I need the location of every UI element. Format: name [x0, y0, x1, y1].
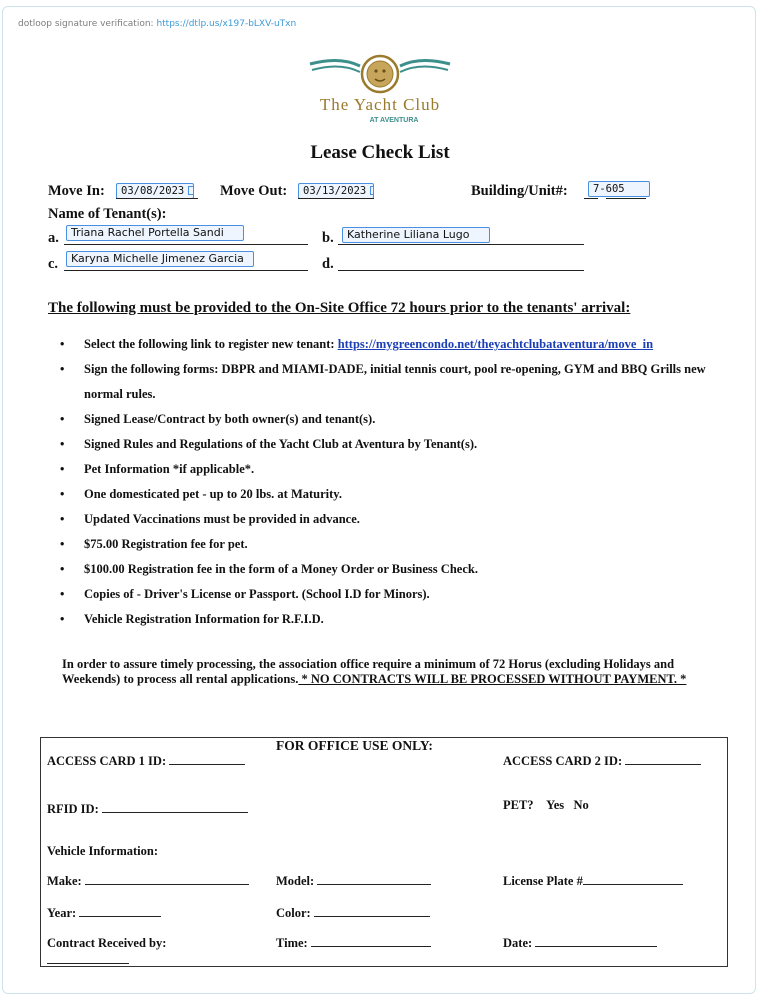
- list-item-text: Sign the following forms: DBPR and MIAMI-DADE, initial tennis court, pool re-opening, GYM and BBQ Grills new normal rules.: [84, 362, 706, 401]
- bullet: •: [60, 337, 65, 351]
- yacht-club-logo: [290, 52, 470, 128]
- bullet: •: [60, 437, 65, 451]
- tenant-d-line: [338, 270, 584, 271]
- office-use-title: FOR OFFICE USE ONLY:: [276, 738, 433, 753]
- date-label: Date:: [503, 936, 533, 950]
- color-label: Color:: [276, 906, 311, 920]
- move-in-value: 03/08/2023: [121, 185, 185, 197]
- license-plate-label: License Plate #: [503, 874, 583, 888]
- list-item-text: Updated Vaccinations must be provided in advance.: [84, 512, 360, 526]
- list-item-text: Copies of - Driver's License or Passport. (School I.D for Minors).: [84, 587, 430, 601]
- list-item-text: $75.00 Registration fee for pet.: [84, 537, 248, 551]
- access-card-2-label: ACCESS CARD 2 ID:: [503, 754, 623, 768]
- move-in-date-field[interactable]: [116, 183, 194, 199]
- move-in-label: Move In:: [48, 183, 105, 199]
- time-field: [276, 936, 431, 951]
- move-out-label: Move Out:: [220, 183, 288, 199]
- bullet: •: [60, 587, 65, 601]
- license-plate-line: [583, 874, 683, 885]
- color-field: [276, 906, 430, 921]
- contract-received-label: Contract Received by:: [47, 936, 167, 950]
- make-label: Make:: [47, 874, 82, 888]
- requirements-list: [60, 332, 740, 632]
- building-underline-b: [606, 198, 646, 199]
- signature-verification: [18, 19, 296, 29]
- access-card-1-field: [47, 754, 245, 769]
- building-unit-field[interactable]: 7-605: [588, 181, 650, 197]
- access-card-2-field: [503, 754, 701, 769]
- bullet: •: [60, 362, 65, 376]
- tenant-b-line: [338, 244, 584, 245]
- list-item: [60, 482, 740, 507]
- tenant-b-field[interactable]: Katherine Liliana Lugo: [342, 227, 490, 243]
- date-field: [503, 936, 657, 951]
- verification-link[interactable]: https://dtlp.us/x197-bLXV-uTxn: [156, 19, 297, 29]
- make-field: [47, 874, 249, 889]
- year-field: [47, 906, 161, 921]
- bullet: •: [60, 487, 65, 501]
- vehicle-info-label: Vehicle Information:: [47, 844, 158, 858]
- access-card-2-line: [625, 754, 701, 765]
- list-item-text: $100.00 Registration fee in the form of a Money Order or Business Check.: [84, 562, 478, 576]
- tenant-d-letter: d.: [322, 256, 334, 272]
- contract-received-line: [47, 963, 129, 964]
- tenant-b-letter: b.: [322, 230, 334, 246]
- rfid-line: [102, 802, 248, 813]
- rfid-field: [47, 802, 248, 817]
- payment-warning: * NO CONTRACTS WILL BE PROCESSED WITHOUT PAYMENT. *: [298, 672, 687, 686]
- bullet: •: [60, 512, 65, 526]
- list-item: [60, 332, 740, 357]
- pet-label: PET?: [503, 798, 534, 812]
- year-line: [79, 906, 161, 917]
- tenant-c-field[interactable]: Karyna Michelle Jimenez Garcia: [66, 251, 254, 267]
- tenant-a-letter: a.: [48, 230, 59, 246]
- processing-note-text: In order to assure timely processing, the association office require a minimum of 72 Horus (excluding Holidays and Weekends) to process all rental applications.: [62, 657, 675, 686]
- bullet: •: [60, 537, 65, 551]
- year-label: Year:: [47, 906, 77, 920]
- list-item: [60, 357, 740, 407]
- bullet: •: [60, 462, 65, 476]
- document-title: Lease Check List: [310, 142, 450, 163]
- list-item: [60, 557, 740, 582]
- tenant-c-line: [64, 270, 308, 271]
- register-tenant-link[interactable]: https://mygreencondo.net/theyachtclubataventura/move_in: [337, 337, 654, 351]
- list-item: [60, 407, 740, 432]
- list-item-text: Pet Information *if applicable*.: [84, 462, 255, 476]
- tenant-a-field[interactable]: Triana Rachel Portella Sandi: [66, 225, 244, 241]
- bullet: •: [60, 562, 65, 576]
- license-plate-field: [503, 874, 683, 889]
- tenant-names-label: Name of Tenant(s):: [48, 206, 167, 222]
- access-card-1-label: ACCESS CARD 1 ID:: [47, 754, 167, 768]
- model-line: [317, 874, 431, 885]
- list-item: [60, 432, 740, 457]
- list-item: [60, 507, 740, 532]
- list-item-text: Vehicle Registration Information for R.F.I.D.: [84, 612, 324, 626]
- list-item: [60, 457, 740, 482]
- model-label: Model:: [276, 874, 315, 888]
- building-underline-a: [584, 198, 598, 199]
- calendar-icon: [188, 186, 194, 195]
- list-item: [60, 582, 740, 607]
- building-unit-label: Building/Unit#:: [471, 183, 568, 199]
- processing-note: [62, 657, 722, 687]
- move-out-underline: [298, 198, 374, 199]
- bullet: •: [60, 412, 65, 426]
- color-line: [314, 906, 430, 917]
- move-in-underline: [116, 198, 198, 199]
- logo-text-line1: The Yacht Club: [319, 95, 441, 114]
- list-item: [60, 532, 740, 557]
- calendar-icon: [370, 186, 374, 195]
- requirements-heading: The following must be provided to the On-Site Office 72 hours prior to the tenants' arrival:: [48, 300, 631, 316]
- access-card-1-line: [169, 754, 245, 765]
- time-label: Time:: [276, 936, 308, 950]
- list-item-text: One domesticated pet - up to 20 lbs. at Maturity.: [84, 487, 342, 501]
- move-out-date-field[interactable]: [298, 183, 374, 199]
- rfid-label: RFID ID:: [47, 802, 99, 816]
- bullet: •: [60, 612, 65, 626]
- time-line: [311, 936, 431, 947]
- office-use-box: [40, 737, 728, 967]
- model-field: [276, 874, 431, 889]
- pet-no: No: [573, 798, 589, 812]
- list-item-text: Signed Rules and Regulations of the Yacht Club at Aventura by Tenant(s).: [84, 437, 478, 451]
- register-link-intro: Select the following link to register new tenant:: [84, 337, 335, 351]
- date-line: [535, 936, 657, 947]
- move-out-value: 03/13/2023: [303, 185, 367, 197]
- logo-text-line2: AT AVENTURA: [369, 117, 419, 124]
- pet-yes: Yes: [546, 798, 565, 812]
- tenant-c-letter: c.: [48, 256, 59, 272]
- make-line: [85, 874, 249, 885]
- tenant-a-line: [64, 244, 308, 245]
- list-item-text: Signed Lease/Contract by both owner(s) and tenant(s).: [84, 412, 376, 426]
- pet-field: [503, 798, 589, 813]
- verification-label: dotloop signature verification:: [18, 19, 154, 29]
- list-item: [60, 607, 740, 632]
